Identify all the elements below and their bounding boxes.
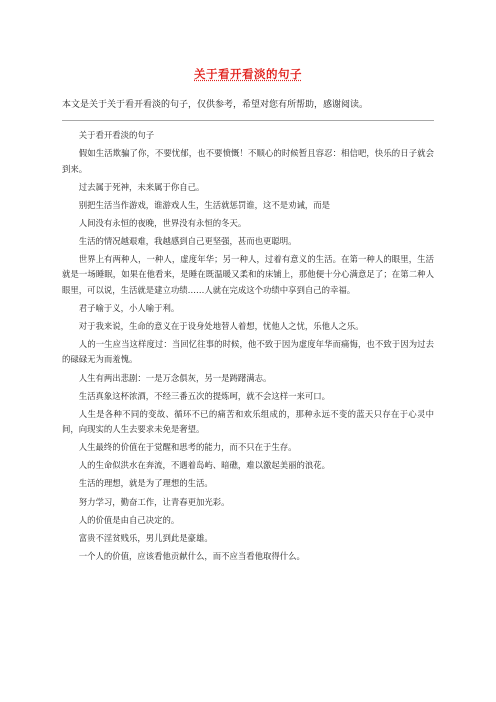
body-paragraph: 别把生活当作游戏，谁游戏人生，生活就惩罚谁，这不是劝诫，而是 <box>78 199 331 210</box>
body-paragraph: 生活的情况越艰难，我越感到自己更坚强，甚而也更聪明。 <box>78 235 297 246</box>
body-paragraph: 一个人的价值，应该看他贡献什么，而不应当看他取得什么。 <box>78 550 305 561</box>
document-title: 关于看开看淡的句子 <box>194 67 302 81</box>
body-paragraph: 生活真象这杯浓酒，不经三番五次的提炼呵，就不会这样一来可口。 <box>78 390 331 401</box>
body-paragraph: 世界上有两种人，一种人，虚度年华；另一种人，过着有意义的生活。在第一种人的眼里，生活就是一场睡眠，如果在他看来，是睡在既温暖又柔和的床铺上，那他便十分心满意足了；在第二种人眼里，可以说，生活就是建立功绩……人就在完成这个功绩中享到自己的幸福。 <box>62 253 434 295</box>
body-paragraph: 富贵不淫贫贱乐，男儿到此是豪雄。 <box>78 532 213 543</box>
body-paragraph: 人的价值是由自己决定的。 <box>78 514 180 525</box>
document-intro: 本文是关于关于看开看淡的句子，仅供参考，希望对您有所帮助，感谢阅读。 <box>62 100 369 110</box>
body-paragraph: 假如生活欺骗了你，不要忧郁，也不要愤慨！不顺心的时候暂且容忍：相信吧，快乐的日子就会到来。 <box>62 148 434 174</box>
body-paragraph: 人的一生应当这样度过：当回忆往事的时候，他不致于因为虚度年华而痛悔，也不致于因为过去的碌碌无为而羞愧。 <box>62 339 434 365</box>
document-body <box>62 128 434 567</box>
header-divider <box>62 120 434 121</box>
body-paragraph: 过去属于死神，未来属于你自己。 <box>78 181 205 192</box>
body-paragraph: 人生最终的价值在于觉醒和思考的能力，而不只在于生存。 <box>78 442 297 453</box>
body-paragraph: 人生是各种不同的变故、循环不已的痛苦和欢乐组成的，那种永远不变的蓝天只存在于心灵中间，向现实的人生去要求未免是奢望。 <box>62 408 434 435</box>
document-page <box>62 0 434 702</box>
body-paragraph: 人间没有永恒的夜晚，世界没有永恒的冬天。 <box>78 217 247 228</box>
body-paragraph: 君子喻于义，小人喻于利。 <box>78 302 180 313</box>
body-paragraph: 努力学习，勤奋工作，让青春更加光彩。 <box>78 496 230 507</box>
body-paragraph: 对于我来说，生命的意义在于设身处地替人着想，忧他人之忧，乐他人之乐。 <box>78 320 364 331</box>
body-paragraph: 生活的理想，就是为了理想的生活。 <box>78 478 213 489</box>
body-paragraph: 人生有两出悲剧：一是万念俱灰，另一是踌躇满志。 <box>78 372 272 383</box>
body-paragraph: 人的生命似洪水在奔流，不遇着岛屿、暗礁，难以激起美丽的浪花。 <box>78 460 331 471</box>
body-paragraph: 关于看开看淡的句子 <box>78 130 155 140</box>
